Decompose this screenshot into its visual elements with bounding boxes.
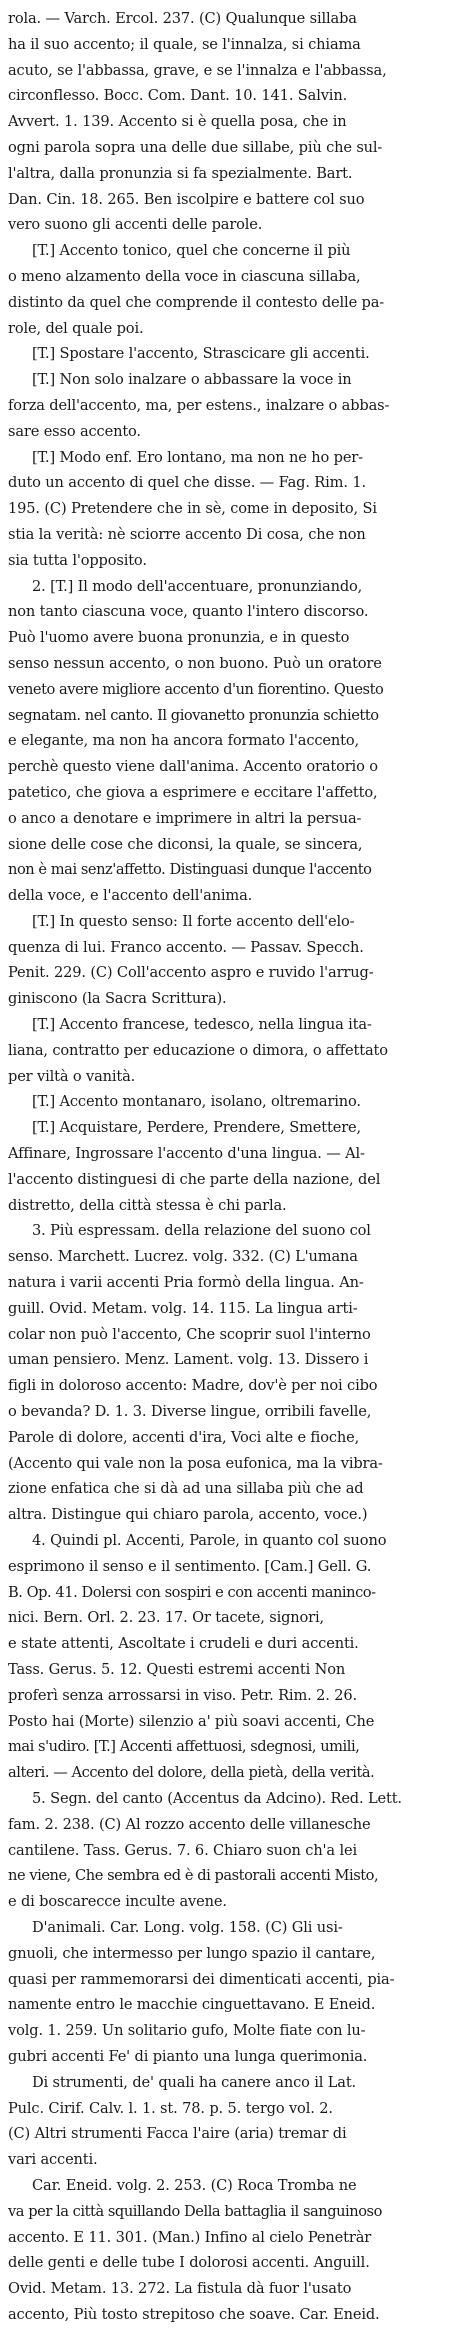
text-line: [T.] Accento montanaro, isolano, oltremarino. xyxy=(32,1093,361,1111)
text-line: [T.] Accento francese, tedesco, nella lingua ita- xyxy=(32,1016,372,1034)
text-line: distretto, della città stessa è chi parla. xyxy=(8,1196,287,1214)
text-line: liana, contratto per educazione o dimora, o affettato xyxy=(8,1041,388,1059)
text-line: uman pensiero. Menz. Lament. volg. 13. Dissero i xyxy=(8,1351,369,1369)
text-line: gnuoli, che intermesso per lungo spazio il cantare, xyxy=(8,1944,376,1962)
text-line: sare esso accento. xyxy=(8,422,141,440)
text-line: (Accento qui vale non la posa eufonica, ma la vibra- xyxy=(8,1454,383,1472)
text-line: e state attenti, Ascoltate i crudeli e duri accenti. xyxy=(8,1635,359,1653)
text-line: l'altra, dalla pronunzia si fa spezialmente. Bart. xyxy=(8,164,353,182)
text-line: va per la città squillando Della battaglia il sanguinoso xyxy=(8,2202,382,2220)
text-line: ne viene, Che sembra ed è di pastorali accenti Misto, xyxy=(8,1867,379,1885)
text-line: nici. Bern. Orl. 2. 23. 17. Or tacete, signori, xyxy=(8,1609,324,1627)
text-line: senso. Marchett. Lucrez. volg. 332. (C) L'umana xyxy=(8,1248,358,1266)
text-line: fam. 2. 238. (C) Al rozzo accento delle villanesche xyxy=(8,1815,371,1833)
text-line: vero suono gli accenti delle parole. xyxy=(8,216,263,234)
text-line: veneto avere migliore accento d'un fiorentino. Questo xyxy=(8,680,384,698)
text-line: [T.] Accento tonico, quel che concerne il più xyxy=(32,242,351,260)
text-line: guill. Ovid. Metam. volg. 14. 115. La lingua arti- xyxy=(8,1299,358,1317)
text-line: Pulc. Cirif. Calv. l. 1. st. 78. p. 5. tergo vol. 2. xyxy=(8,2099,333,2117)
text-line: Di strumenti, de' quali ha canere anco il Lat. xyxy=(32,2073,357,2091)
text-line: 5. Segn. del canto (Accentus da Adcino). Red. Lett. xyxy=(32,1789,402,1807)
text-line: forza dell'accento, ma, per estens., inalzare o abbas- xyxy=(8,396,390,414)
text-line: segnatam. nel canto. Il giovanetto pronunzia schietto xyxy=(8,706,379,724)
text-line: Avvert. 1. 139. Accento si è quella posa, che in xyxy=(8,113,347,131)
text-line: alteri. — Accento del dolore, della pietà, della verità. xyxy=(8,1764,375,1782)
text-line: ha il suo accento; il quale, se l'innalza, si chiama xyxy=(8,35,361,53)
text-line: duto un accento di quel che disse. — Fag. Rim. 1. xyxy=(8,474,366,492)
text-line: (C) Altri strumenti Facca l'aire (aria) tremar di xyxy=(8,2125,347,2143)
text-line: 195. (C) Pretendere che in sè, come in deposito, Si xyxy=(8,500,377,518)
text-line: mai s'udiro. [T.] Accenti affettuosi, sdegnosi, umili, xyxy=(8,1738,360,1756)
text-line: gubri accenti Fe' di pianto una lunga querimonia. xyxy=(8,2047,368,2065)
text-line: non tanto ciascuna voce, quanto l'intero discorso. xyxy=(8,603,369,621)
text-line: D'animali. Car. Long. volg. 158. (C) Gli usi- xyxy=(32,1918,343,1936)
text-line: esprimono il senso e il sentimento. [Cam.] Gell. G. xyxy=(8,1557,372,1575)
text-line: distinto da quel che comprende il contesto delle pa- xyxy=(8,293,385,311)
text-line: l'accento distinguesi di che parte della nazione, del xyxy=(8,1170,381,1188)
text-line: Affinare, Ingrossare l'accento d'una lingua. — Al- xyxy=(8,1145,365,1163)
text-line: delle genti e delle tube I dolorosi accenti. Anguill. xyxy=(8,2254,370,2272)
text-line: volg. 1. 259. Un solitario gufo, Molte fiate con lu- xyxy=(8,2022,366,2040)
text-line: della voce, e l'accento dell'anima. xyxy=(8,887,253,905)
text-line: o anco a denotare e imprimere in altri la persua- xyxy=(8,809,362,827)
text-line: Tass. Gerus. 5. 12. Questi estremi accenti Non xyxy=(8,1661,346,1678)
text-line: Car. Eneid. volg. 2. 253. (C) Roca Tromba ne xyxy=(32,2176,357,2194)
text-line: [T.] Modo enf. Ero lontano, ma non ne ho per- xyxy=(32,448,363,466)
text-line: accento. E 11. 301. (Man.) Infino al cielo Penetràr xyxy=(8,2228,372,2246)
text-line: [T.] Acquistare, Perdere, Prendere, Smettere, xyxy=(32,1119,362,1137)
text-line: patetico, che giova a esprimere e eccitare l'affetto, xyxy=(8,783,378,801)
text-line: senso nessun accento, o non buono. Può un oratore xyxy=(8,654,382,672)
text-line: altra. Distingue qui chiaro parola, accento, voce.) xyxy=(8,1506,368,1524)
text-line: stia la verità: nè sciorre accento Di cosa, che non xyxy=(8,525,366,543)
text-line: vari accenti. xyxy=(8,2151,98,2169)
text-line: rola. — Varch. Ercol. 237. (C) Qualunque sillaba xyxy=(8,10,357,27)
text-line: colar non può l'accento, Che scoprir suol l'interno xyxy=(8,1325,371,1343)
text-line: e elegante, ma non ha ancora formato l'accento, xyxy=(8,732,359,750)
text-line: acuto, se l'abbassa, grave, e se l'innalza e l'abbassa, xyxy=(8,61,387,79)
text-line: Può l'uomo avere buona pronunzia, e in questo xyxy=(8,629,350,647)
text-line: o meno alzamento della voce in ciascuna sillaba, xyxy=(8,267,361,285)
text-line: Parole di dolore, accenti d'ira, Voci alte e fioche, xyxy=(8,1428,360,1446)
text-line: o bevanda? D. 1. 3. Diverse lingue, orribili favelle, xyxy=(8,1403,372,1421)
text-line: [T.] Non solo inalzare o abbassare la voce in xyxy=(32,371,352,389)
text-line: sione delle cose che diconsi, la quale, se sincera, xyxy=(8,835,363,853)
text-line: Ovid. Metam. 13. 272. La fistula dà fuor l'usato xyxy=(8,2280,352,2298)
text-line: namente entro le macchie cinguettavano. E Eneid. xyxy=(8,1996,376,2014)
text-line: non è mai senz'affetto. Distinguasi dunque l'accento xyxy=(8,861,372,879)
text-line: giniscono (la Sacra Scrittura). xyxy=(8,990,227,1008)
text-line: figli in doloroso accento: Madre, dov'è per noi cibo xyxy=(8,1377,378,1395)
text-line: Penit. 229. (C) Coll'accento aspro e ruvido l'arrug- xyxy=(8,964,374,982)
text-line: [T.] Spostare l'accento, Strascicare gli accenti. xyxy=(32,345,370,363)
text-line: quenza di lui. Franco accento. — Passav. Specch. xyxy=(8,938,364,956)
text-line: 2. [T.] Il modo dell'accentuare, pronunziando, xyxy=(32,577,363,595)
text-line: 3. Più espressam. della relazione del suono col xyxy=(32,1222,371,1240)
text-line: quasi per rammemorarsi dei dimenticati accenti, pia- xyxy=(8,1970,395,1988)
text-line: zione enfatica che si dà ad una sillaba più che ad xyxy=(8,1480,364,1498)
text-line: cantilene. Tass. Gerus. 7. 6. Chiaro suon ch'a lei xyxy=(8,1841,357,1859)
text-line: proferì senza arrossarsi in viso. Petr. Rim. 2. 26. xyxy=(8,1686,357,1704)
text-line: Posto hai (Morte) silenzio a' più soavi accenti, Che xyxy=(8,1712,375,1730)
text-line: per viltà o vanità. xyxy=(8,1067,136,1085)
text-line: natura i varii accenti Pria formò della lingua. An- xyxy=(8,1274,364,1292)
text-line: ogni parola sopra una delle due sillabe, più che sul- xyxy=(8,138,383,156)
text-line: Dan. Cin. 18. 265. Ben iscolpire e battere col suo xyxy=(8,190,365,208)
text-line: perchè questo viene dall'anima. Accento oratorio o xyxy=(8,758,378,776)
text-line: accento, Più tosto strepitoso che soave. Car. Eneid. xyxy=(8,2305,380,2323)
text-line: 4. Quindi pl. Accenti, Parole, in quanto col suono xyxy=(32,1532,387,1550)
text-line: B. Op. 41. Dolersi con sospiri e con accenti maninco- xyxy=(8,1583,376,1601)
text-line: e di boscarecce inculte avene. xyxy=(8,1893,227,1911)
text-line: role, del quale poi. xyxy=(8,319,144,337)
text-line: sia tutta l'opposito. xyxy=(8,551,147,569)
text-line: [T.] In questo senso: Il forte accento dell'elo- xyxy=(32,912,355,930)
text-line: circonflesso. Bocc. Com. Dant. 10. 141. Salvin. xyxy=(8,87,348,105)
